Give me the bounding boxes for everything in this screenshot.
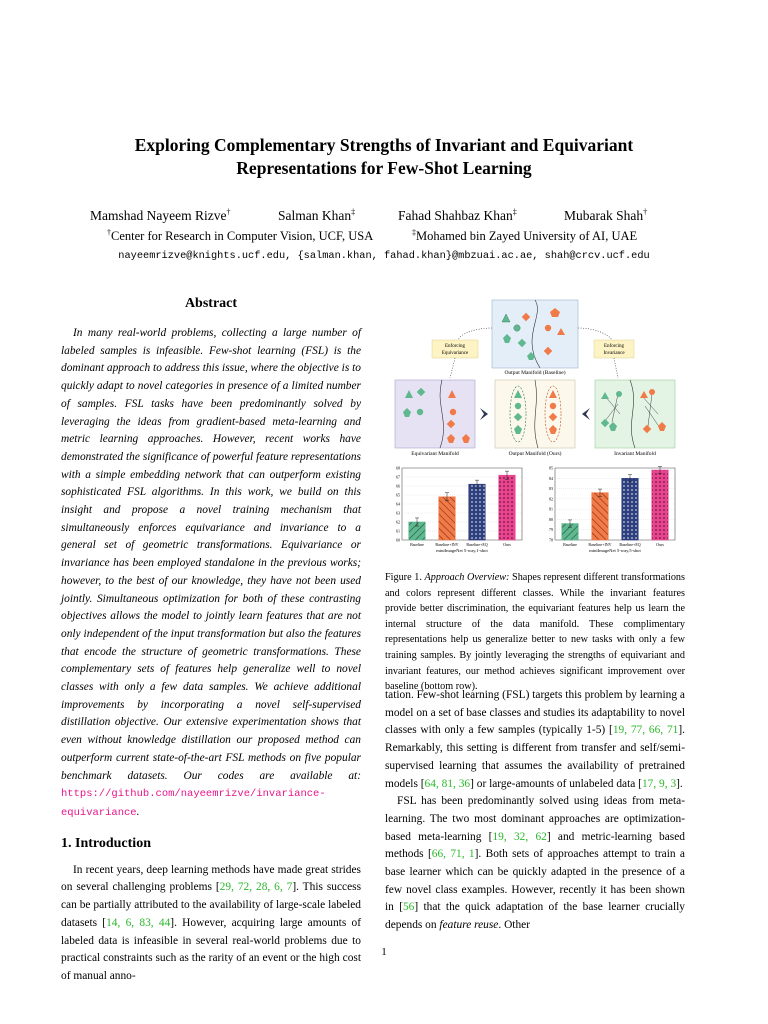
affiliation-list <box>60 229 708 247</box>
y-tick-label: 60 <box>396 537 400 543</box>
output-ours-label: Output Manifold (Ours) <box>508 451 562 457</box>
bar-chart-1shot <box>396 466 522 555</box>
invariant-label: Invariant Manifold <box>614 451 656 457</box>
author: Salman Khan‡ <box>278 207 356 223</box>
x-tick-label: Baseline <box>563 542 577 547</box>
y-tick-label: 65 <box>396 492 400 498</box>
y-tick-label: 85 <box>549 465 553 471</box>
x-axis-label: miniImageNet 5-way,1-shot <box>436 548 488 553</box>
y-tick-label: 63 <box>396 510 400 516</box>
code-link[interactable]: https://github.com/nayeemrizve/invariance-equivariance <box>61 788 326 819</box>
svg-text:Equivariance: Equivariance <box>441 351 469 356</box>
abstract-heading: Abstract <box>184 296 238 311</box>
y-tick-label: 66 <box>396 483 400 489</box>
enforce-invariance-box <box>594 340 634 358</box>
y-tick-label: 81 <box>549 506 553 512</box>
section-heading: 1. Introduction <box>61 835 151 851</box>
y-tick-label: 64 <box>396 501 400 507</box>
author-emails: nayeemrizve@knights.ucf.edu, {salman.khan, fahad.khan}@mbzuai.ac.ae, shah@crcv.ucf.edu <box>118 250 650 262</box>
citation-link[interactable]: 29, 72, 28, 6, 7 <box>219 881 293 894</box>
equivariant-label: Equivariant Manifold <box>411 451 459 457</box>
paper-title <box>60 134 708 180</box>
citation-link[interactable]: 19, 77, 66, 71 <box>612 724 679 737</box>
figure-caption: Figure 1. Approach Overview: Shapes represent different transformations and colors represent different classes. While the invariant features provide better discrimination, the equivariant features help us learn the internal structure of the data manifold. These complimentary representations help us generalize better to new tasks with only a few training samples. By jointly leveraging the strengths of equivariant and invariant features, our method achieves significant improvement over baseline (bottom row). <box>385 572 685 693</box>
bar <box>652 470 669 540</box>
x-tick-label: Ours <box>656 542 664 547</box>
equivariant-manifold-panel <box>395 380 475 448</box>
figure-1 <box>390 296 680 566</box>
affiliation: ‡Mohamed bin Zayed University of AI, UAE <box>412 227 638 243</box>
citation-link[interactable]: 66, 71, 1 <box>431 848 475 861</box>
baseline-manifold-panel <box>492 300 578 376</box>
y-tick-label: 80 <box>549 516 553 522</box>
author-list <box>60 208 708 228</box>
intro-paragraph: FSL has been predominantly solved using ideas from meta-learning. The two most dominant approaches are optimization-based meta-learning [19, 32, 62] and metric-learning based methods [66, 71, 1]. Both sets of approaches attempt to train a base learner which can be quickly adapted in the presence of a few novel class examples. However, recently it has been shown in [56] that the quick adaptation of the base learner crucially depends on feature reuse. Other <box>385 795 685 932</box>
chevron-left-icon <box>582 408 590 420</box>
left-column <box>61 296 361 986</box>
y-tick-label: 79 <box>549 527 553 533</box>
x-tick-label: Ours <box>503 542 511 547</box>
intro-paragraph: In recent years, deep learning methods have made great strides on several challenging problems [29, 72, 28, 6, 7]. This success can be partially attributed to the availability of large-scale labeled datasets [14, 6, 83, 44]. However, acquiring large amounts of labeled data is infeasible in several real-world problems due to practical constraints such as the rarity of an event or the high cost of manual anno- <box>61 863 362 982</box>
invariant-manifold-panel <box>595 380 675 448</box>
x-tick-label: Baseline <box>410 542 424 547</box>
y-tick-label: 84 <box>549 475 553 481</box>
enforce-equivariance-box <box>432 340 478 358</box>
abstract-text: In many real-world problems, collecting a large number of labeled samples is infeasible. Few-shot learning (FSL) is the dominant approach to address this issue, where the objective is to quickly adapt to novel categories in presence of a limited number of samples. FSL tasks have been predominantly solved by leveraging the ideas from gradient-based meta-learning and metric learning approaches. However, recent works have demonstrated the significance of powerful feature representations with a simple embedding network that can outperform existing sophisticated FSL algorithms. In this work, we build on this insight and propose a novel training mechanism that simultaneously enforces equivariance and invariance to a general set of geometric transformations. Equivariance or invariance has been employed standalone in the previous works; however, to the best of our knowledge, they have not been used jointly. Simultaneous optimization for both of these contrasting objectives allows the model to jointly learn features that are not only independent of the input transformation but also the features that encode the structure of geometric transformations. These complementary sets of features help generalize well to novel classes with only a few data samples. We achieve additional improvements by incorporating a novel self-supervised distillation objective. Our extensive experimentation shows that even without knowledge distillation our proposed method can outperform current state-of-the-art FSL methods on five popular benchmark datasets. Our codes are available at: https://github.com/nayeemrizve/invariance-equivariance. <box>61 327 361 819</box>
citation-link[interactable]: 64, 81, 36 <box>424 777 471 790</box>
bar <box>469 484 486 540</box>
y-tick-label: 78 <box>549 537 553 543</box>
y-tick-label: 83 <box>549 486 553 492</box>
bar <box>439 497 456 540</box>
intro-paragraph: tation. Few-shot learning (FSL) targets this problem by learning a model on a set of base classes and studies its adaptability to novel classes with only a few samples (typically 1-5) [19, 77, 66, 71]. Remarkably, this setting is different from transfer and self/semi-supervised learning that assumes the availability of pretrained models [64, 81, 36] or large-amounts of unlabeled data [17, 9, 3]. <box>385 689 685 790</box>
citation-link[interactable]: 19, 32, 62 <box>492 830 547 843</box>
bar <box>499 475 516 540</box>
bar-chart-5shot <box>549 466 675 555</box>
citation-link[interactable]: 14, 6, 83, 44 <box>106 916 171 929</box>
svg-text:Enforcing: Enforcing <box>604 344 624 349</box>
right-column <box>385 687 685 935</box>
affiliation: †Center for Research in Computer Vision, UCF, USA <box>107 227 374 243</box>
author: Mamshad Nayeem Rizve† <box>90 207 231 223</box>
x-tick-label: Baseline+EQ <box>466 542 488 547</box>
author: Fahad Shahbaz Khan‡ <box>398 207 517 223</box>
bar <box>622 478 639 540</box>
author: Mubarak Shah† <box>564 207 648 223</box>
y-tick-label: 82 <box>549 496 553 502</box>
svg-text:Enforcing: Enforcing <box>445 344 465 349</box>
y-tick-label: 62 <box>396 519 400 525</box>
y-tick-label: 61 <box>396 528 400 534</box>
ours-manifold-panel <box>495 380 575 448</box>
y-tick-label: 68 <box>396 465 400 471</box>
x-axis-label: miniImageNet 5-way,5-shot <box>589 548 641 553</box>
y-tick-label: 67 <box>396 474 400 480</box>
citation-link[interactable]: 56 <box>402 901 415 914</box>
x-tick-label: Baseline+INV <box>435 542 459 547</box>
title-line-1: Exploring Complementary Strengths of Invariant and Equivariant <box>134 135 634 155</box>
title-line-2: Representations for Few-Shot Learning <box>236 158 532 178</box>
x-tick-label: Baseline+EQ <box>619 542 641 547</box>
page-number: 1 <box>381 946 387 958</box>
output-baseline-label: Output Manifold (Baseline) <box>504 370 566 376</box>
citation-link[interactable]: 17, 9, 3 <box>641 777 677 790</box>
chevron-right-icon <box>480 408 488 420</box>
x-tick-label: Baseline+INV <box>588 542 612 547</box>
bar <box>592 493 609 540</box>
svg-text:Invariance: Invariance <box>603 351 625 356</box>
